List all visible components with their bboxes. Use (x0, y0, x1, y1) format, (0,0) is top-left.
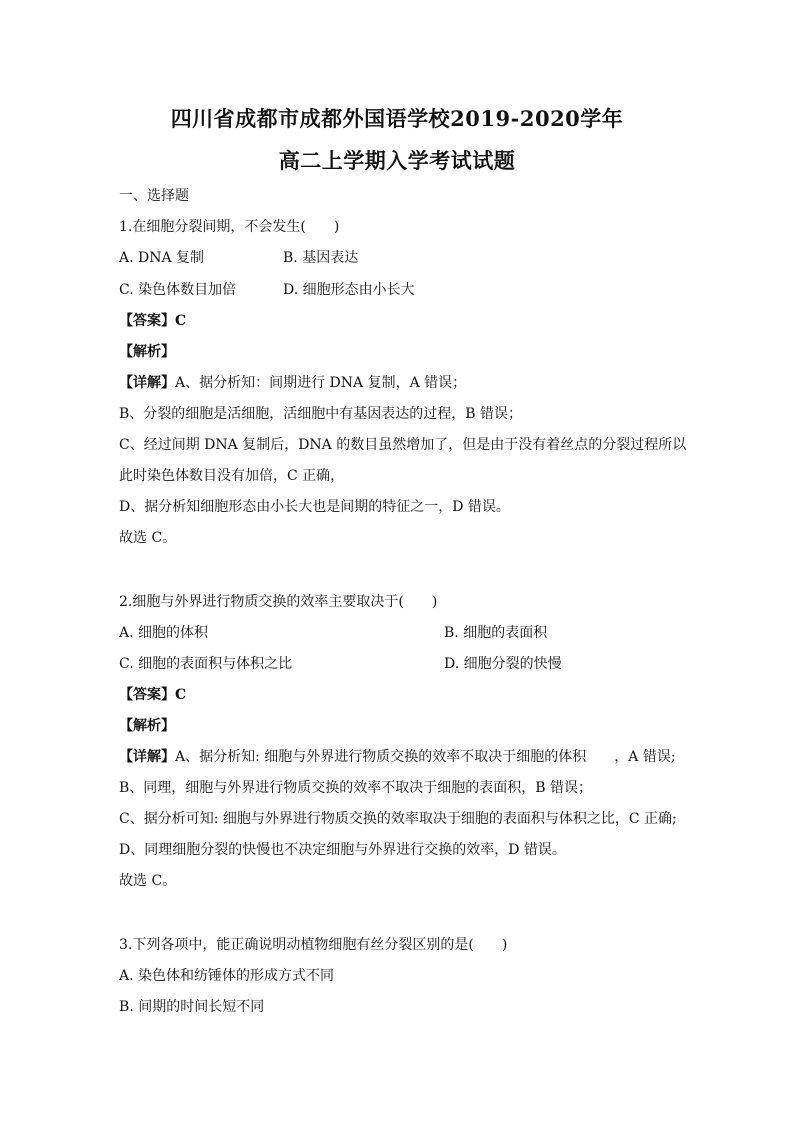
question-1-detail-2: B、分裂的细胞是活细胞，活细胞中有基因表达的过程，B 错误； (119, 406, 523, 422)
question-1-analysis-label: 【解析】 (119, 344, 175, 360)
question-2-detail-1 (119, 747, 676, 767)
question-2-option-c: C. 细胞的表面积与体积之比 (119, 656, 293, 672)
question-1-answer: 【答案】C (119, 313, 187, 329)
question-3-option-b: B. 间期的时间长短不同 (119, 999, 265, 1015)
detail-prefix: 【详解】 (119, 749, 175, 765)
question-1-stem: 1.在细胞分裂间期，不会发生( ) (119, 219, 340, 235)
question-2-option-d: D. 细胞分裂的快慢 (444, 656, 562, 672)
question-3-stem: 3.下列各项中，能正确说明动植物细胞有丝分裂区别的是( ) (119, 937, 508, 953)
question-1-conclusion: 故选 C。 (119, 530, 177, 546)
question-2-conclusion: 故选 C。 (119, 873, 177, 889)
question-1-option-c: C. 染色体数目加倍 (119, 282, 237, 298)
detail-prefix: 【详解】 (119, 375, 175, 391)
question-1-option-b: B. 基因表达 (283, 250, 359, 266)
question-1-detail-1 (119, 373, 466, 393)
question-2-detail-2: B、同理，细胞与外界进行物质交换的效率不取决于细胞的表面积，B 错误； (119, 780, 593, 796)
question-1-detail-4: 此时染色体数目没有加倍，C 正确， (119, 468, 345, 484)
question-2-option-b: B. 细胞的表面积 (444, 625, 548, 641)
detail-text: A、据分析知: 细胞与外界进行物质交换的效率不取决于细胞的体积 ，A 错误; (175, 749, 676, 765)
question-3-option-a: A. 染色体和纺锤体的形成方式不同 (119, 968, 335, 984)
question-2-analysis-label: 【解析】 (119, 718, 175, 734)
document-title-line1: 四川省成都市成都外国语学校2019-2020学年 (170, 106, 624, 131)
section-heading: 一、选择题 (119, 188, 189, 204)
question-1-option-d: D. 细胞形态由小长大 (283, 282, 415, 298)
question-2-detail-3: C、据分析可知: 细胞与外界进行物质交换的效率取决于细胞的表面积与体积之比，C 正确; (119, 811, 677, 827)
question-2-answer: 【答案】C (119, 687, 187, 703)
detail-text: A、据分析知：间期进行 DNA 复制，A 错误； (175, 375, 467, 391)
question-1-detail-5: D、据分析知细胞形态由小长大也是间期的特征之一，D 错误。 (119, 499, 510, 515)
question-2-detail-4: D、同理细胞分裂的快慢也不决定细胞与外界进行交换的效率，D 错误。 (119, 842, 566, 858)
document-title-line2: 高二上学期入学考试试题 (278, 148, 516, 173)
question-1-option-a: A. DNA 复制 (119, 250, 205, 266)
question-2-option-a: A. 细胞的体积 (119, 625, 209, 641)
question-1-detail-3: C、经过间期 DNA 复制后，DNA 的数目虽然增加了，但是由于没有着丝点的分裂过程所以 (119, 437, 687, 453)
question-2-stem: 2.细胞与外界进行物质交换的效率主要取决于( ) (119, 594, 438, 610)
